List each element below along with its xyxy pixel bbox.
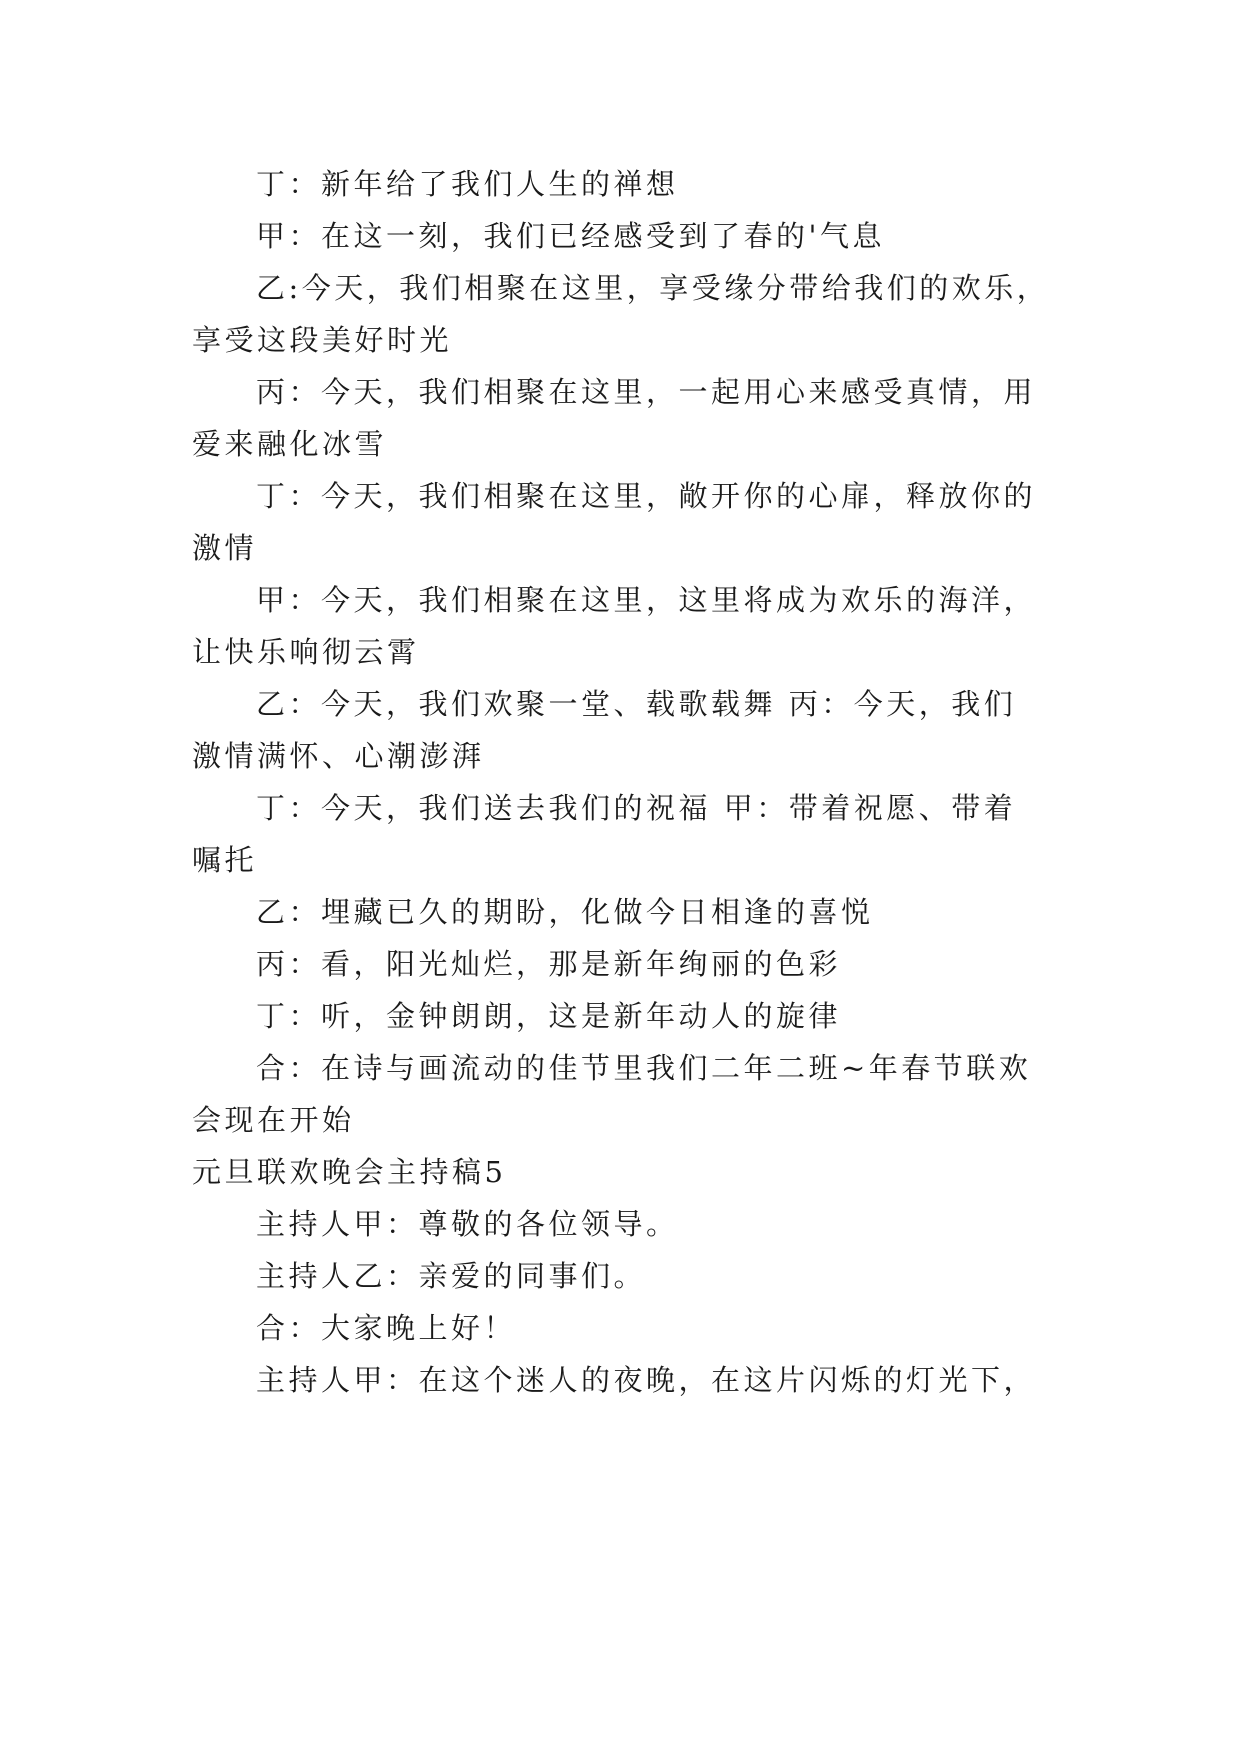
text-line: 乙：埋藏已久的期盼，化做今日相逢的喜悦: [256, 895, 874, 929]
section-heading: 元旦联欢晚会主持稿5: [192, 1155, 507, 1189]
text-line: 激情: [192, 531, 258, 565]
text-line: 丙：今天，我们相聚在这里，一起用心来感受真情，用: [256, 375, 1037, 409]
text-line: 主持人甲：在这个迷人的夜晚，在这片闪烁的灯光下，: [256, 1363, 1037, 1397]
text-line: 甲：在这一刻，我们已经感受到了春的'气息: [256, 219, 885, 253]
text-line: 丁：新年给了我们人生的禅想: [256, 167, 679, 201]
text-line: 乙:今天，我们相聚在这里，享受缘分带给我们的欢乐，: [256, 271, 1050, 305]
text-line: 主持人乙：亲爱的同事们。: [256, 1259, 647, 1293]
text-line: 激情满怀、心潮澎湃: [192, 739, 485, 773]
text-line: 丁：今天，我们送去我们的祝福 甲：带着祝愿、带着: [256, 791, 1017, 825]
text-line: 丁：今天，我们相聚在这里，敞开你的心扉，释放你的: [256, 479, 1037, 513]
text-line: 享受这段美好时光: [192, 323, 453, 357]
text-line: 丙：看，阳光灿烂，那是新年绚丽的色彩: [256, 947, 842, 981]
text-line: 合：在诗与画流动的佳节里我们二年二班~年春节联欢: [256, 1051, 1032, 1085]
text-line: 主持人甲：尊敬的各位领导。: [256, 1207, 679, 1241]
text-line: 丁：听，金钟朗朗，这是新年动人的旋律: [256, 999, 842, 1033]
text-line: 合：大家晚上好！: [256, 1311, 517, 1345]
text-line: 让快乐响彻云霄: [192, 635, 420, 669]
text-line: 乙：今天，我们欢聚一堂、载歌载舞 丙：今天，我们: [256, 687, 1017, 721]
text-line: 甲：今天，我们相聚在这里，这里将成为欢乐的海洋，: [256, 583, 1037, 617]
text-line: 会现在开始: [192, 1103, 355, 1137]
text-line: 爱来融化冰雪: [192, 427, 388, 461]
text-line: 嘱托: [192, 843, 258, 877]
